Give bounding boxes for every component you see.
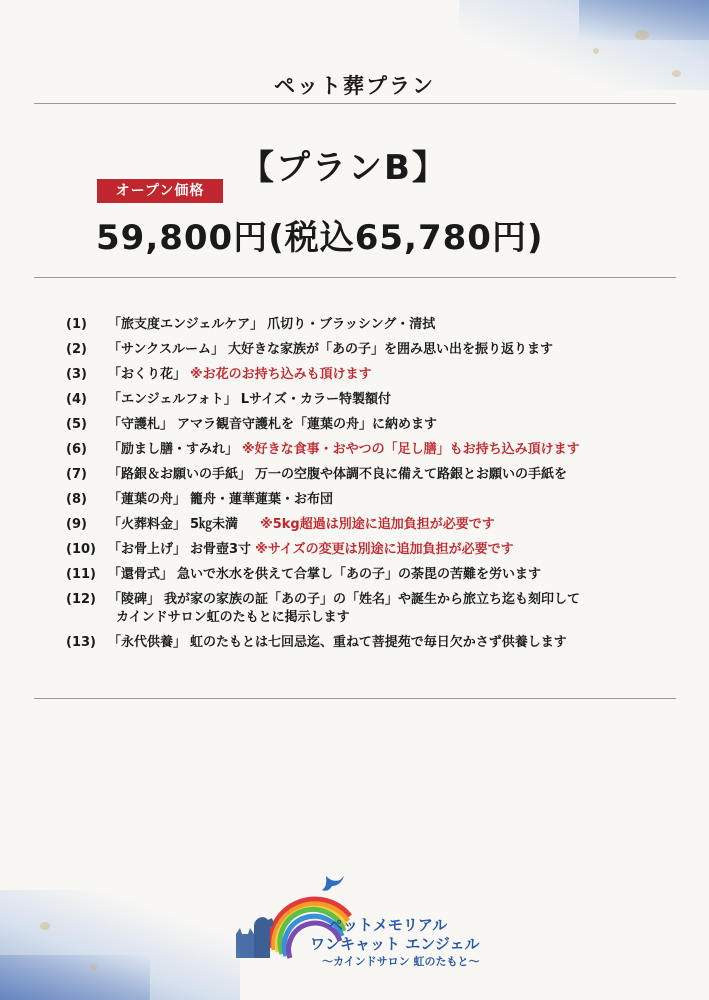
plan-items-list [66,316,676,659]
gold-fleck [90,964,97,970]
list-item [66,566,676,584]
list-item [66,441,676,459]
item-description-continued: カインドサロン虹のたもとに掲示します [116,610,350,625]
open-price-badge: オープン価格 [97,179,223,203]
item-description: 急いで氷水を供えて合掌し「あの子」の荼毘の苦難を労います [177,567,542,582]
item-label: 「還骨式」 [108,567,174,582]
divider-top [34,103,676,104]
page-title: ペット葬プラン [274,74,435,98]
gold-fleck [593,48,599,54]
item-number: (1) [66,317,87,332]
item-number: (10) [66,542,96,557]
item-number: (6) [66,442,87,457]
logo-text-line2: ワンキャット エンジェル [310,935,480,953]
item-label: 「おくり花」 [108,367,187,382]
gold-fleck [635,30,649,40]
item-description: 万一の空腹や体調不良に備えて路銀とお願いの手紙を [255,467,568,482]
item-note: ※好きな食事・おやつの「足し膳」もお持ち込み頂けます [242,442,580,457]
item-number: (12) [66,592,96,607]
item-description: 爪切り・ブラッシング・清拭 [267,317,436,332]
watercolor-accent-bottom [0,955,150,1000]
item-label: 「お骨上げ」 [108,542,187,557]
item-label: 「サンクスルーム」 [108,342,224,357]
item-number: (7) [66,467,87,482]
item-note: ※サイズの変更は別途に追加負担が必要です [255,542,514,557]
logo-text-line1: ペットメモリアル [328,916,448,934]
price: 59,800円(税込65,780円) [96,218,544,258]
divider-bottom [34,698,676,699]
item-number: (3) [66,367,87,382]
gold-fleck [40,922,50,930]
item-note: ※お花のお持ち込みも頂けます [190,367,372,382]
item-label: 「永代供養」 [108,635,187,650]
item-description: 籠舟・蓮華蓮葉・お布団 [190,492,334,507]
item-label: 「旅支度エンジェルケア」 [108,317,264,332]
item-label: 「路銀＆お願いの手紙」 [108,467,252,482]
divider-middle [34,277,676,278]
item-number: (4) [66,392,87,407]
item-label: 「蓮葉の舟」 [108,492,187,507]
item-label: 「火葬料金」 [108,517,187,532]
item-number: (9) [66,517,87,532]
list-item [66,591,676,627]
plan-name: 【プランB】 [240,148,448,188]
item-description: Lサイズ・カラー特製額付 [240,392,392,407]
list-item [66,466,676,484]
list-item [66,416,676,434]
list-item [66,341,676,359]
list-item [66,391,676,409]
item-description: 大好きな家族が「あの子」を囲み思い出を振り返ります [227,342,553,357]
list-item [66,491,676,509]
list-item [66,541,676,559]
item-label: 「エンジェルフォト」 [108,392,237,407]
list-item [66,316,676,334]
item-number: (8) [66,492,87,507]
item-note: ※5kg超過は別途に追加負担が必要です [260,517,495,532]
item-description: 我が家の家族の証「あの子」の「姓名」や誕生から旅立ち迄も刻印して [164,592,581,607]
list-item [66,366,676,384]
logo-text-line3: 〜カインドサロン 虹のたもと〜 [322,955,480,968]
item-description: 虹のたもとは七回忌迄、重ねて菩提苑で毎日欠かさず供養します [190,635,567,650]
list-item [66,634,676,652]
item-description: お骨壺3寸 [190,542,252,557]
item-number: (5) [66,417,87,432]
item-number: (13) [66,635,96,650]
item-label: 「守護札」 [108,417,174,432]
item-label: 「陵碑」 [108,592,161,607]
item-description: アマラ観音守護札を「蓮葉の舟」に納めます [177,417,438,432]
list-item [66,516,676,534]
item-description: 5㎏未満 [190,517,239,532]
item-label: 「励まし膳・すみれ」 [108,442,239,457]
item-number: (2) [66,342,87,357]
bird-icon [322,876,344,891]
item-body [108,591,580,627]
item-number: (11) [66,567,96,582]
